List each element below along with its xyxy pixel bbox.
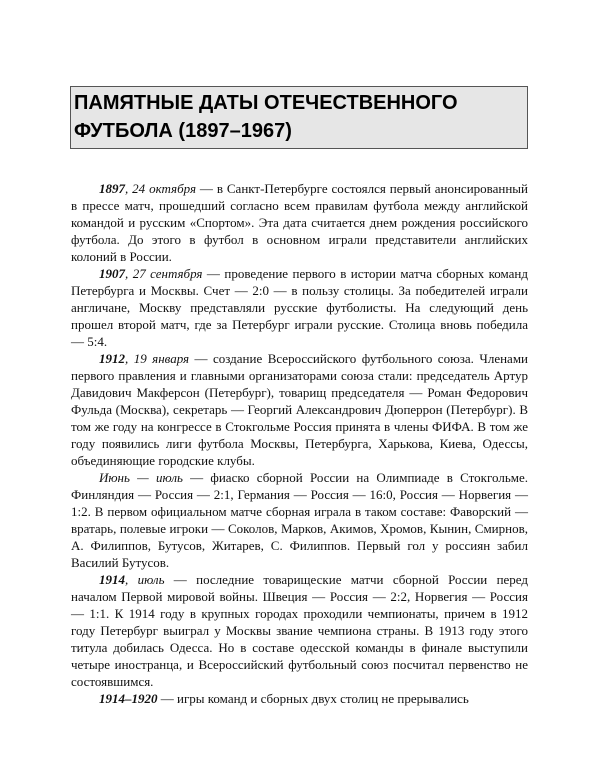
entry-text: — последние товарищеские матчи сборной России перед началом Первой мировой войны. Швеция — Россия — 2:2, Норвегия — Россия — 1:1. К 1914 году в крупных городах проходили чемпионаты, причем в 1912 году Петербург выиграл у Москвы звание чемпиона страны. В 1913 году этого титула добилась Одесса. Но в составе одесской команды в финале выступили четыре иностранца, и Всероссийский футбольный союз посчитал первенство не состоявшимся. <box>71 572 529 689</box>
entry-year: 1912 <box>99 351 125 366</box>
chapter-title: ПАМЯТНЫЕ ДАТЫ ОТЕЧЕСТВЕННОГО ФУТБОЛА (1897–1967) <box>70 86 528 149</box>
entry-text: — проведение первого в истории матча сборных команд Петербурга и Москвы. Счет — 2:0 — в пользу столицы. За победителей играли англичане, Москву представляли русские футболисты. На следующий день прошел второй матч, где за Петербург играли русские. Столица вновь победила — 5:4. <box>71 266 528 349</box>
entry-text: — игры команд и сборных двух столиц не прерывались <box>157 691 469 706</box>
entry-year: 1914 <box>99 572 125 587</box>
entry-text: — создание Всероссийского футбольного союза. Членами первого правления и главными организаторами союза стали: председатель Артур Давидович Макферсон (Петербург), товарищ председателя — Роман Федорович Фульда (Москва), секретарь — Георгий Александрович Дюперрон (Петербург). В том же году на конгрессе в Стокгольме Россия принята в члены ФИФА. В том же году появились лиги футбола Москвы, Петербурга, Харькова, Киева, Одессы, объединяющие городские клубы. <box>71 351 529 468</box>
chapter-body <box>71 180 528 707</box>
entry-date: 27 сентября <box>132 266 203 281</box>
entry-year: 1914–1920 <box>99 691 158 706</box>
entry-year: 1897 <box>99 181 125 196</box>
entry-text: — в Санкт-Петербурге состоялся первый анонсированный в прессе матч, прошедший согласно всем правилам футбола между английской командой и русским «Спортом». Эта дата считается днем рождения российского футбола. До этого в футбол в основном играли представители английских колоний в России. <box>71 181 528 264</box>
paragraph-1914: 1914, июль — последние товарищеские матчи сборной России перед началом Первой мировой войны. Швеция — Россия — 2:2, Норвегия — Россия — 1:1. К 1914 году в крупных городах проходили чемпионаты, причем в 1912 году Петербург выиграл у Москвы звание чемпиона страны. В 1913 году этого титула добилась Одесса. Но в составе одесской команды в финале выступили четыре иностранца, и Всероссийский футбольный союз посчитал первенство не состоявшимся. <box>71 572 529 689</box>
entry-date: 24 октября <box>132 181 196 196</box>
paragraph-1912: 1912, 19 января — создание Всероссийского футбольного союза. Членами первого правления и главными организаторами союза стали: председатель Артур Давидович Макферсон (Петербург), товарищ председателя — Роман Федорович Фульда (Москва), секретарь — Георгий Александрович Дюперрон (Петербург). В том же году на конгрессе в Стокгольме Россия принята в члены ФИФА. В том же году появились лиги футбола Москвы, Петербурга, Харькова, Киева, Одессы, объединяющие городские клубы. <box>71 351 529 468</box>
entry-date: июль <box>137 572 165 587</box>
entry-text: — фиаско сборной России на Олимпиаде в Стокгольме. Финляндия — Россия — 2:1, Германия — Россия — 16:0, Россия — Норвегия — 1:2. В первом официальном матче сборная играла в таком составе: Фаворский — вратарь, полевые игроки — Соколов, Марков, Акимов, Хромов, Кынин, Смирнов, А. Филиппов, Бутусов, Житарев, С. Филиппов. Первый гол у россиян забил Василий Бутусов. <box>71 470 528 570</box>
paragraph-1914-1920 <box>71 690 528 707</box>
entry-year: 1907 <box>99 266 125 281</box>
paragraph-june-july <box>71 469 528 571</box>
entry-date: Июнь — июль <box>99 470 183 485</box>
entry-date: 19 января <box>133 351 190 366</box>
paragraph-1897: 1897, 24 октября — в Санкт-Петербурге состоялся первый анонсированный в прессе матч, прошедший согласно всем правилам футбола между английской командой и русским «Спортом». Эта дата считается днем рождения российского футбола. До этого в футбол в основном играли представители английских колоний в России. <box>71 181 528 264</box>
paragraph-1907: 1907, 27 сентября — проведение первого в истории матча сборных команд Петербурга и Москвы. Счет — 2:0 — в пользу столицы. За победителей играли англичане, Москву представляли русские футболисты. На следующий день прошел второй матч, где за Петербург играли русские. Столица вновь победила — 5:4. <box>71 266 528 349</box>
